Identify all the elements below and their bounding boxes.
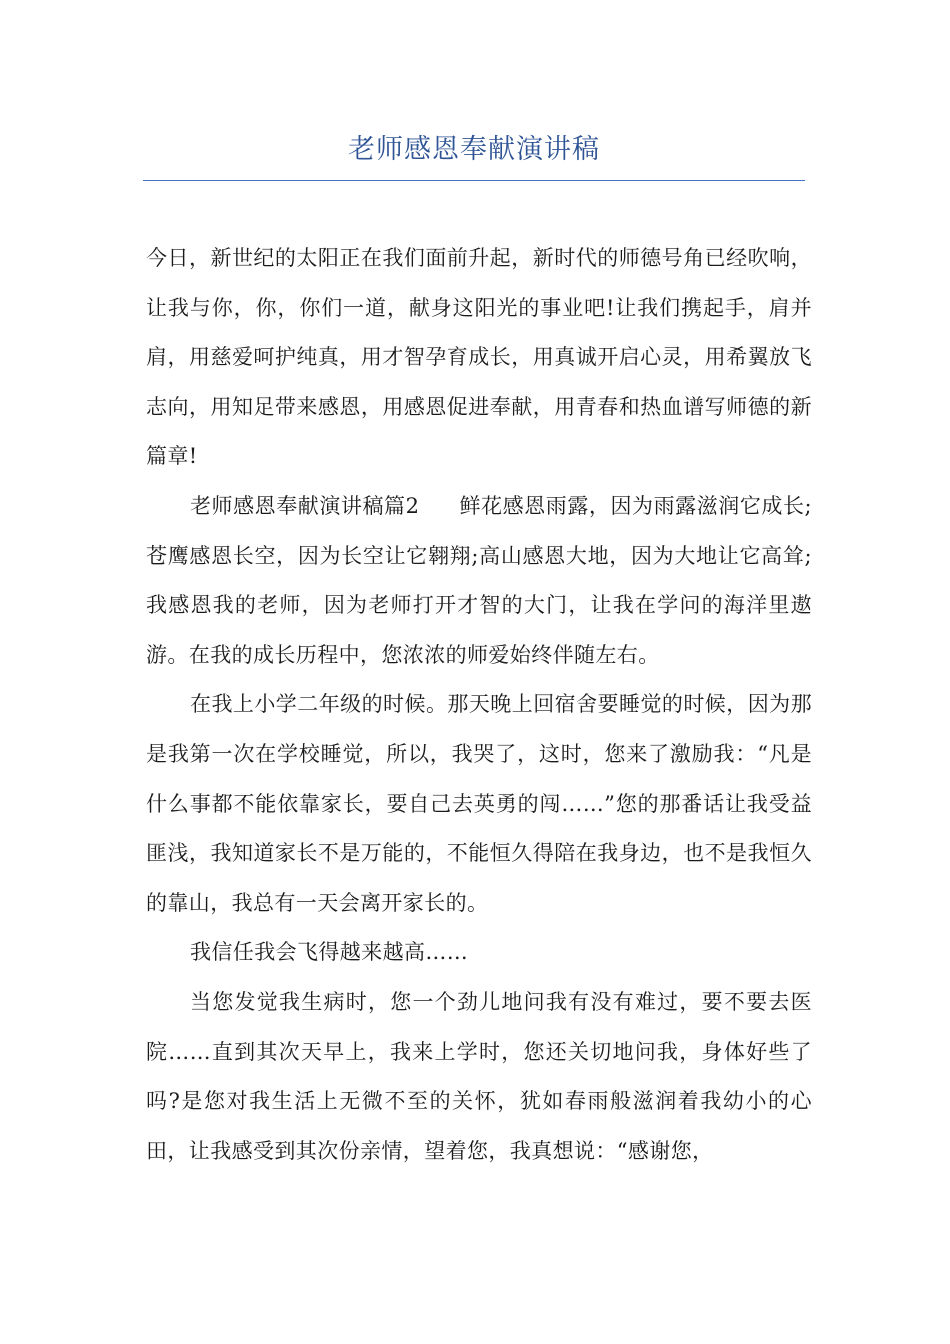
paragraph-1: 今日，新世纪的太阳正在我们面前升起，新时代的师德号角已经吹响，让我与你，你，你们一道，献身这阳光的事业吧!让我们携起手，肩并肩，用慈爱呵护纯真，用才智孕育成长，用真诚开启心灵，用希翼放飞志向，用知足带来感恩，用感恩促进奉献，用青春和热血谱写师德的新篇章! bbox=[146, 246, 812, 469]
paragraph-2-text: 鲜花感恩雨露，因为雨露滋润它成长;苍鹰感恩长空，因为长空让它翱翔;高山感恩大地，因为大地让它高耸;我感恩我的老师，因为老师打开才智的大门，让我在学问的海洋里遨游。在我的成长历程中，您浓浓的师爱始终伴随左右。 bbox=[146, 493, 812, 667]
section-heading: 老师感恩奉献演讲稿篇2 bbox=[190, 493, 420, 518]
paragraph-4: 我信任我会飞得越来越高…… bbox=[190, 940, 469, 965]
paragraph-3: 在我上小学二年级的时候。那天晚上回宿舍要睡觉的时候，因为那是我第一次在学校睡觉，所以，我哭了，这时，您来了激励我：“凡是什么事都不能依靠家长，要自己去英勇的闯……”您的那番话让我受益匪浅，我知道家长不是万能的，不能恒久得陪在我身边，也不是我恒久的靠山，我总有一天会离开家长的。 bbox=[146, 692, 812, 915]
document-title: 老师感恩奉献演讲稿 bbox=[348, 134, 600, 165]
paragraph-2 bbox=[146, 482, 812, 680]
paragraph-5: 当您发觉我生病时，您一个劲儿地问我有没有难过，要不要去医院……直到其次天早上，我来上学时，您还关切地问我，身体好些了吗?是您对我生活上无微不至的关怀，犹如春雨般滋润着我幼小的心田，让我感受到其次份亲情，望着您，我真想说：“感谢您， bbox=[146, 989, 812, 1163]
title-underline bbox=[143, 180, 805, 181]
document-body bbox=[146, 234, 812, 1176]
